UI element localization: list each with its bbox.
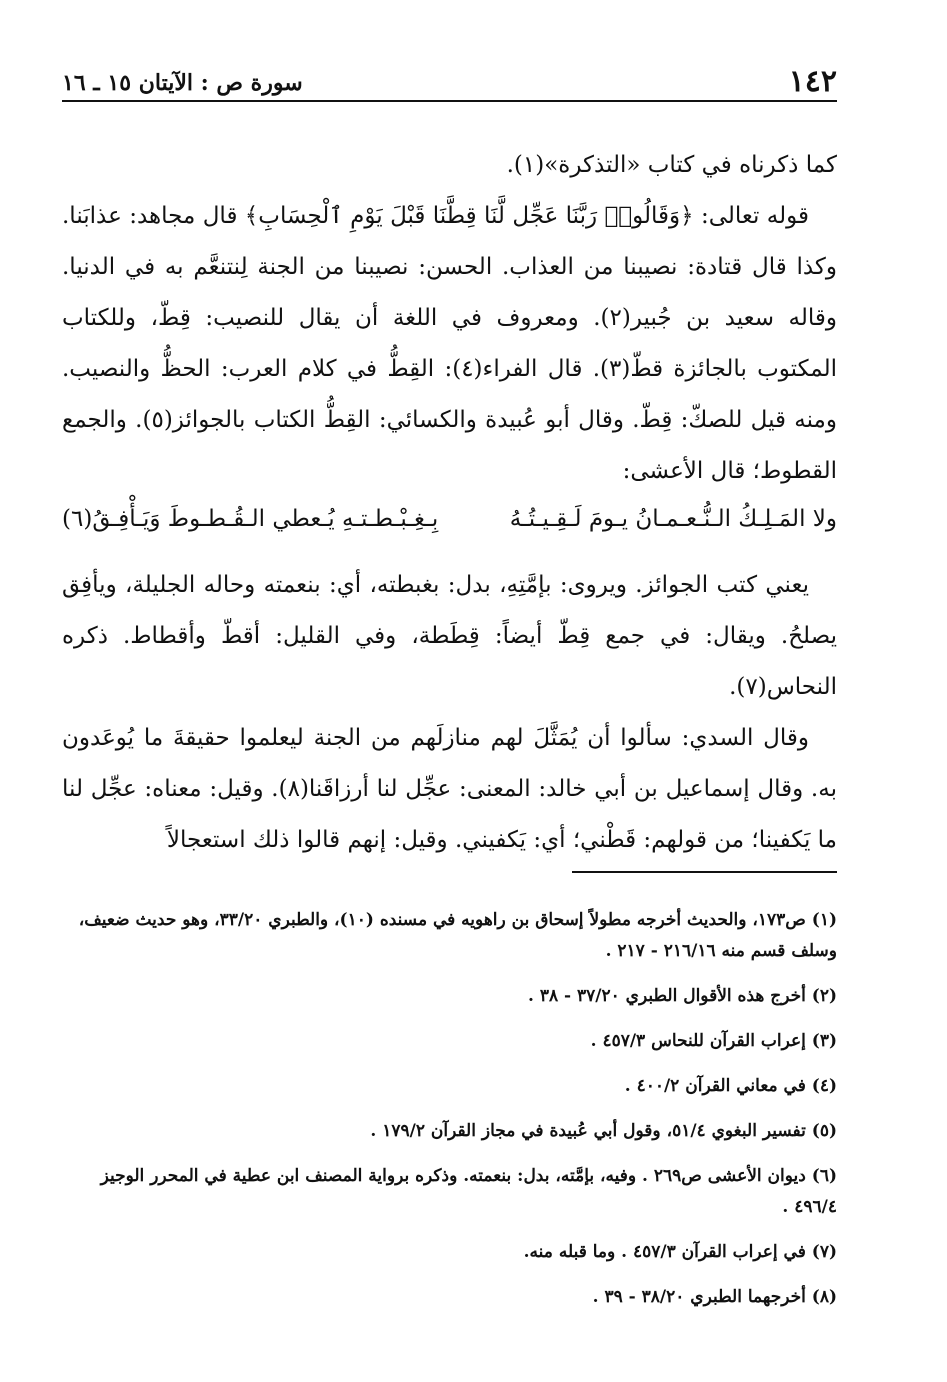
footnote-4: (٤) في معاني القرآن ٤٠٠/٢ .: [624, 1076, 837, 1096]
poem-second-hemistich: بِـغِـبْـطـتـهِ يُـعطي الـقُـطـوطَ وَيَـأْفِـقُ(٦): [62, 506, 439, 532]
footnote-8: (٨) أخرجهما الطبري ٣٨/٢٠ - ٣٩ .: [592, 1287, 837, 1307]
footnote-3: (٣) إعراب القرآن للنحاس ٤٥٧/٣ .: [590, 1031, 837, 1051]
poem-first-hemistich: ولا المَـلِـكُ الـنُّـعـمـانُ يـومَ لَـقِـيـتُـهُ: [509, 506, 837, 532]
main-text: [62, 140, 837, 497]
footnote-2: (٢) أخرج هذه الأقوال الطبري ٣٧/٢٠ - ٣٨ .: [527, 986, 837, 1006]
main-text-continued: [62, 560, 837, 866]
paragraph-3: يعني كتب الجوائز. ويروى: بإمَّتِهِ، بدل: بغبطته، أي: بنعمته وحاله الجليلة، ويأفِق يصلحُ. ويقال: في جمع قِطّ أيضاً: قِطَطة، وفي القليل: أقطّ وأقطاط. ذكره النحاس(٧).: [62, 572, 838, 700]
page-header: [62, 62, 837, 102]
page-number: ١٤٢: [788, 64, 837, 99]
poem-verse: [62, 496, 837, 546]
footnote-7: (٧) في إعراب القرآن ٤٥٧/٣ . وما قبله منه.: [523, 1242, 837, 1262]
footnote-separator: [572, 871, 837, 873]
paragraph-4: وقال السدي: سألوا أن يُمَثَّلَ لهم منازلَهم من الجنة ليعلموا حقيقةَ ما يُوعَدون به. وقال إسماعيل بن أبي خالد: المعنى: عجِّل لنا أرزاقَنا(٨). وقيل: معناه: عجِّل لنا ما يَكفينا؛ من قولهم: قَطْني؛ أي: يَكفيني. وقيل: إنهم قالوا ذلك استعجالاً: [62, 725, 837, 853]
footnotes: [62, 905, 837, 1327]
footnote-1: (١) ص١٧٣، والحديث أخرجه مطولاً إسحاق بن راهويه في مسنده (١٠)، والطبري ٣٣/٢٠، وهو حديث ضعيف، وسلف قسم منه ٢١٦/١٦ - ٢١٧ .: [78, 910, 837, 961]
footnote-5: (٥) تفسير البغوي ٥١/٤، وقول أبي عُبيدة في مجاز القرآن ١٧٩/٢ .: [370, 1121, 837, 1141]
footnote-6: (٦) ديوان الأعشى ص٢٦٩ . وفيه، بإمَّته، بدل: بنعمته. وذكره برواية المصنف ابن عطية في المحرر الوجيز ٤٩٦/٤ .: [100, 1166, 837, 1217]
running-title: سورة ص : الآيتان ١٥ ـ ١٦: [62, 70, 303, 96]
paragraph-1: كما ذكرناه في كتاب «التذكرة»(١).: [506, 152, 837, 178]
paragraph-2: قوله تعالى: ﴿وَقَالُوا۟ رَبَّنَا عَجِّل لَّنَا قِطَّنَا قَبْلَ يَوْمِ ٱلْحِسَابِ﴾ قال مجاهد: عذابَنا. وكذا قال قتادة: نصيبنا من العذاب. الحسن: نصيبنا من الجنة لِنتنعَّم به في الدنيا. وقاله سعيد بن جُبير(٢). ومعروف في اللغة أن يقال للنصيب: قِطّ، وللكتاب المكتوب بالجائزة قطّ(٣). قال الفراء(٤): القِطُّ في كلام العرب: الحظُّ والنصيب. ومنه قيل للصكّ: قِطّ. وقال أبو عُبيدة والكسائي: القِطُّ الكتاب بالجوائز(٥). والجمع القطوط؛ قال الأعشى:: [62, 203, 838, 484]
